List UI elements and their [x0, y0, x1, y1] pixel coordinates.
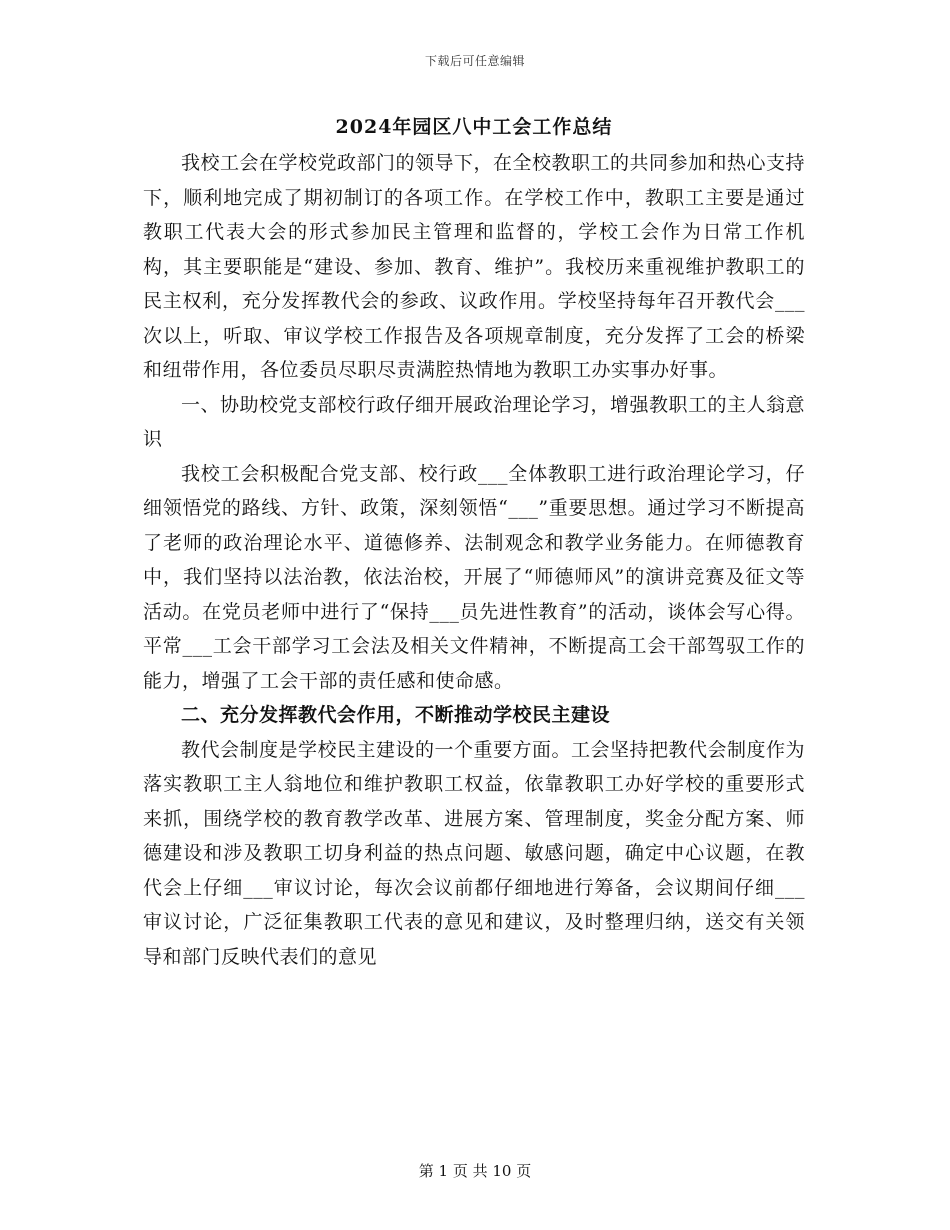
paragraph-section-2: 教代会制度是学校民主建设的一个重要方面。工会坚持把教代会制度作为落实教职工主人翁地位和维护教职工权益，依靠教职工办好学校的重要形式来抓，围绕学校的教育教学改革、进展方案、管理制度，奖金分配方案、师德建设和涉及教职工切身利益的热点问题、敏感问题，确定中心议题，在教代会上仔细___审议讨论，每次会议前都仔细地进行筹备，会议期间仔细___审议讨论，广泛征集教职工代表的意见和建议，及时整理归纳，送交有关领导和部门反映代表们的意见 — [143, 738, 806, 968]
page-footer: 第 1 页 共 10 页 — [418, 1162, 532, 1180]
section-heading-2: 二、充分发挥教代会作用，不断推动学校民主建设 — [181, 704, 611, 726]
header-note: 下载后可任意编辑 — [424, 54, 525, 68]
document-body — [143, 108, 805, 974]
paragraph-section-1: 我校工会积极配合党支部、校行政___全体教职工进行政治理论学习，仔细领悟党的路线、方针、政策，深刻领悟“___”重要思想。通过学习不断提高了老师的政治理论水平、道德修养、法制观念和教学业务能力。在师德教育中，我们坚持以法治教，依法治校，开展了“师德师风”的演讲竞赛及征文等活动。在党员老师中进行了“保持___员先进性教育”的活动，谈体会写心得。平常___工会干部学习工会法及相关文件精神，不断提高工会干部驾驭工作的能力，增强了工会干部的责任感和使命感。 — [143, 462, 805, 692]
paragraph-intro: 我校工会在学校党政部门的领导下，在全校教职工的共同参加和热心支持下，顺利地完成了期初制订的各项工作。在学校工作中，教职工主要是通过教职工代表大会的形式参加民主管理和监督的，学校工会作为日常工作机构，其主要职能是“建设、参加、教育、维护”。我校历来重视维护教职工的民主权利，充分发挥教代会的参政、议政作用。学校坚持每年召开教代会___次以上，听取、审议学校工作报告及各项规章制度，充分发挥了工会的桥梁和纽带作用，各位委员尽职尽责满腔热情地为教职工办实事办好事。 — [143, 152, 806, 381]
section-heading-1: 一、协助校党支部校行政仔细开展政治理论学习，增强教职工的主人翁意识 — [143, 393, 806, 450]
document-title: 2024年园区八中工会工作总结 — [335, 116, 613, 138]
